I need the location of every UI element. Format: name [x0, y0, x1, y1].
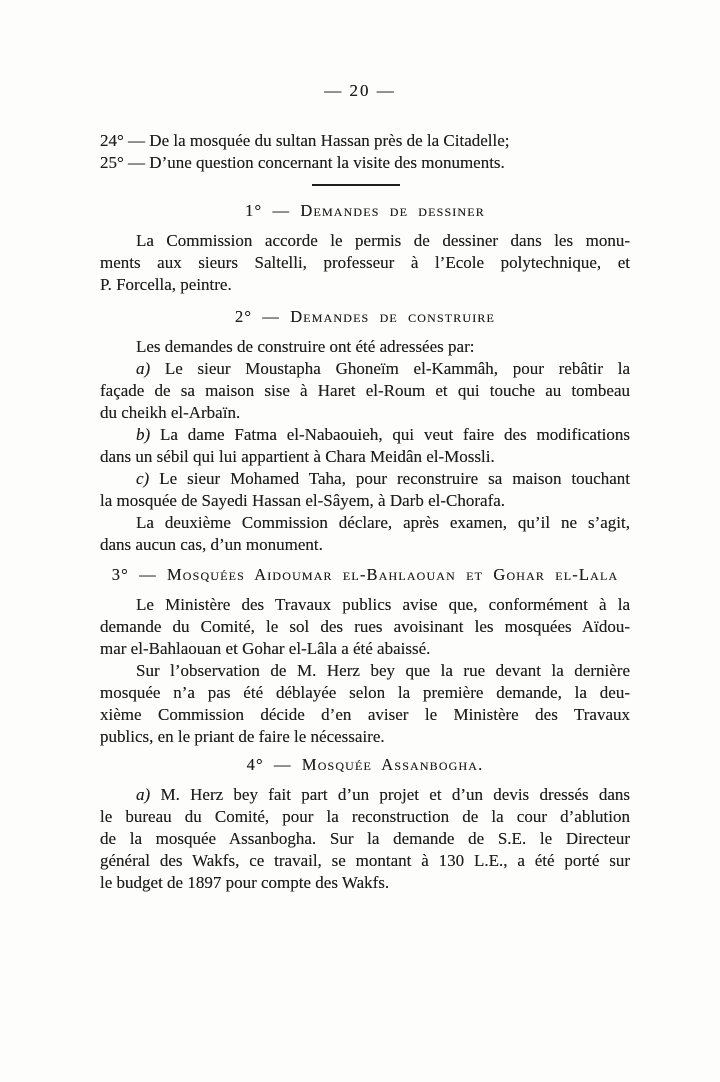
- text-line: dans un sébil qui lui appartient à Chara Meidân el-Mossli.: [100, 447, 495, 466]
- text-line: demande du Comité, le sol des rues avoisinant les mosquées Aïdou-: [100, 617, 630, 636]
- section: [100, 754, 630, 894]
- text-line: mar el-Bahlaouan et Gohar el-Lâla a été abaissé.: [100, 639, 431, 658]
- text-line: la mosquée de Sayedi Hassan el-Sâyem, à Darb el-Chorafa.: [100, 491, 506, 510]
- text-line: publics, en le priant de faire le nécessaire.: [100, 727, 385, 746]
- paragraph: [100, 336, 630, 358]
- text-line: La deuxième Commission déclare, après examen, qu’il ne s’agit,: [136, 513, 630, 532]
- text-line: c) Le sieur Mohamed Taha, pour reconstruire sa maison touchant: [136, 469, 630, 488]
- intro-list: [100, 130, 630, 174]
- paragraph: [100, 230, 630, 296]
- section: [100, 564, 630, 748]
- text-line: La Commission accorde le permis de dessiner dans les monu-: [136, 231, 630, 250]
- text-line: a) M. Herz bey fait part d’un projet et d’un devis dressés dans: [136, 785, 631, 804]
- intro-item: 24° — De la mosquée du sultan Hassan près de la Citadelle;: [100, 131, 510, 150]
- paragraph: [100, 660, 630, 748]
- section-heading: 2° — Demandes de construire: [234, 307, 496, 326]
- text-line: P. Forcella, peintre.: [100, 275, 232, 294]
- page-content: [100, 130, 630, 894]
- paragraph: [100, 594, 630, 660]
- text-line: xième Commission décide d’en aviser le Ministère des Travaux: [100, 705, 630, 724]
- section-heading: 1° — Demandes de dessiner: [245, 201, 485, 220]
- item-marker: a): [136, 785, 151, 804]
- text-line: ments aux sieurs Saltelli, professeur à l’Ecole polytechnique, et: [100, 253, 630, 272]
- section-heading: 4° — Mosquée Assanbogha.: [246, 755, 484, 774]
- text-line: mosquée n’a pas été déblayée selon la première demande, la deu-: [100, 683, 630, 702]
- paragraph: [100, 784, 630, 894]
- text-line: le budget de 1897 pour compte des Wakfs.: [100, 873, 390, 892]
- text-line: Sur l’observation de M. Herz bey que la rue devant la dernière: [136, 661, 630, 680]
- text-line: b) La dame Fatma el-Nabaouieh, qui veut faire des modifications: [136, 425, 631, 444]
- paragraph: [100, 358, 630, 424]
- item-marker: b): [136, 425, 151, 444]
- text-line: Les demandes de construire ont été adressées par:: [136, 337, 475, 356]
- intro-item: 25° — D’une question concernant la visite des monuments.: [100, 153, 505, 172]
- text-line: du cheikh el-Arbaïn.: [100, 403, 241, 422]
- section: [100, 200, 630, 296]
- sections: [100, 200, 630, 894]
- item-marker: a): [136, 359, 151, 378]
- paragraph: [100, 512, 630, 556]
- text-line: façade de sa maison sise à Haret el-Roum et qui touche au tombeau: [100, 381, 630, 400]
- text-line: de la mosquée Assanbogha. Sur la demande de S.E. le Directeur: [100, 829, 630, 848]
- text-line: dans aucun cas, d’un monument.: [100, 535, 323, 554]
- paragraph: [100, 468, 630, 512]
- page-number: — 20 —: [324, 81, 396, 100]
- section-heading: 3° — Mosquées Aidoumar el-Bahlaouan et Gohar el-Lala: [111, 565, 619, 584]
- text-line: Le Ministère des Travaux publics avise que, conformément à la: [136, 595, 630, 614]
- paragraph: [100, 424, 630, 468]
- text-line: le bureau du Comité, pour la reconstruction de la cour d’ablution: [100, 807, 630, 826]
- section-divider: [312, 184, 400, 186]
- text-line: général des Wakfs, ce travail, se montant à 130 L.E., a été porté sur: [100, 851, 630, 870]
- section: [100, 306, 630, 556]
- item-marker: c): [136, 469, 150, 488]
- text-line: a) Le sieur Moustapha Ghoneïm el-Kammâh, pour rebâtir la: [136, 359, 630, 378]
